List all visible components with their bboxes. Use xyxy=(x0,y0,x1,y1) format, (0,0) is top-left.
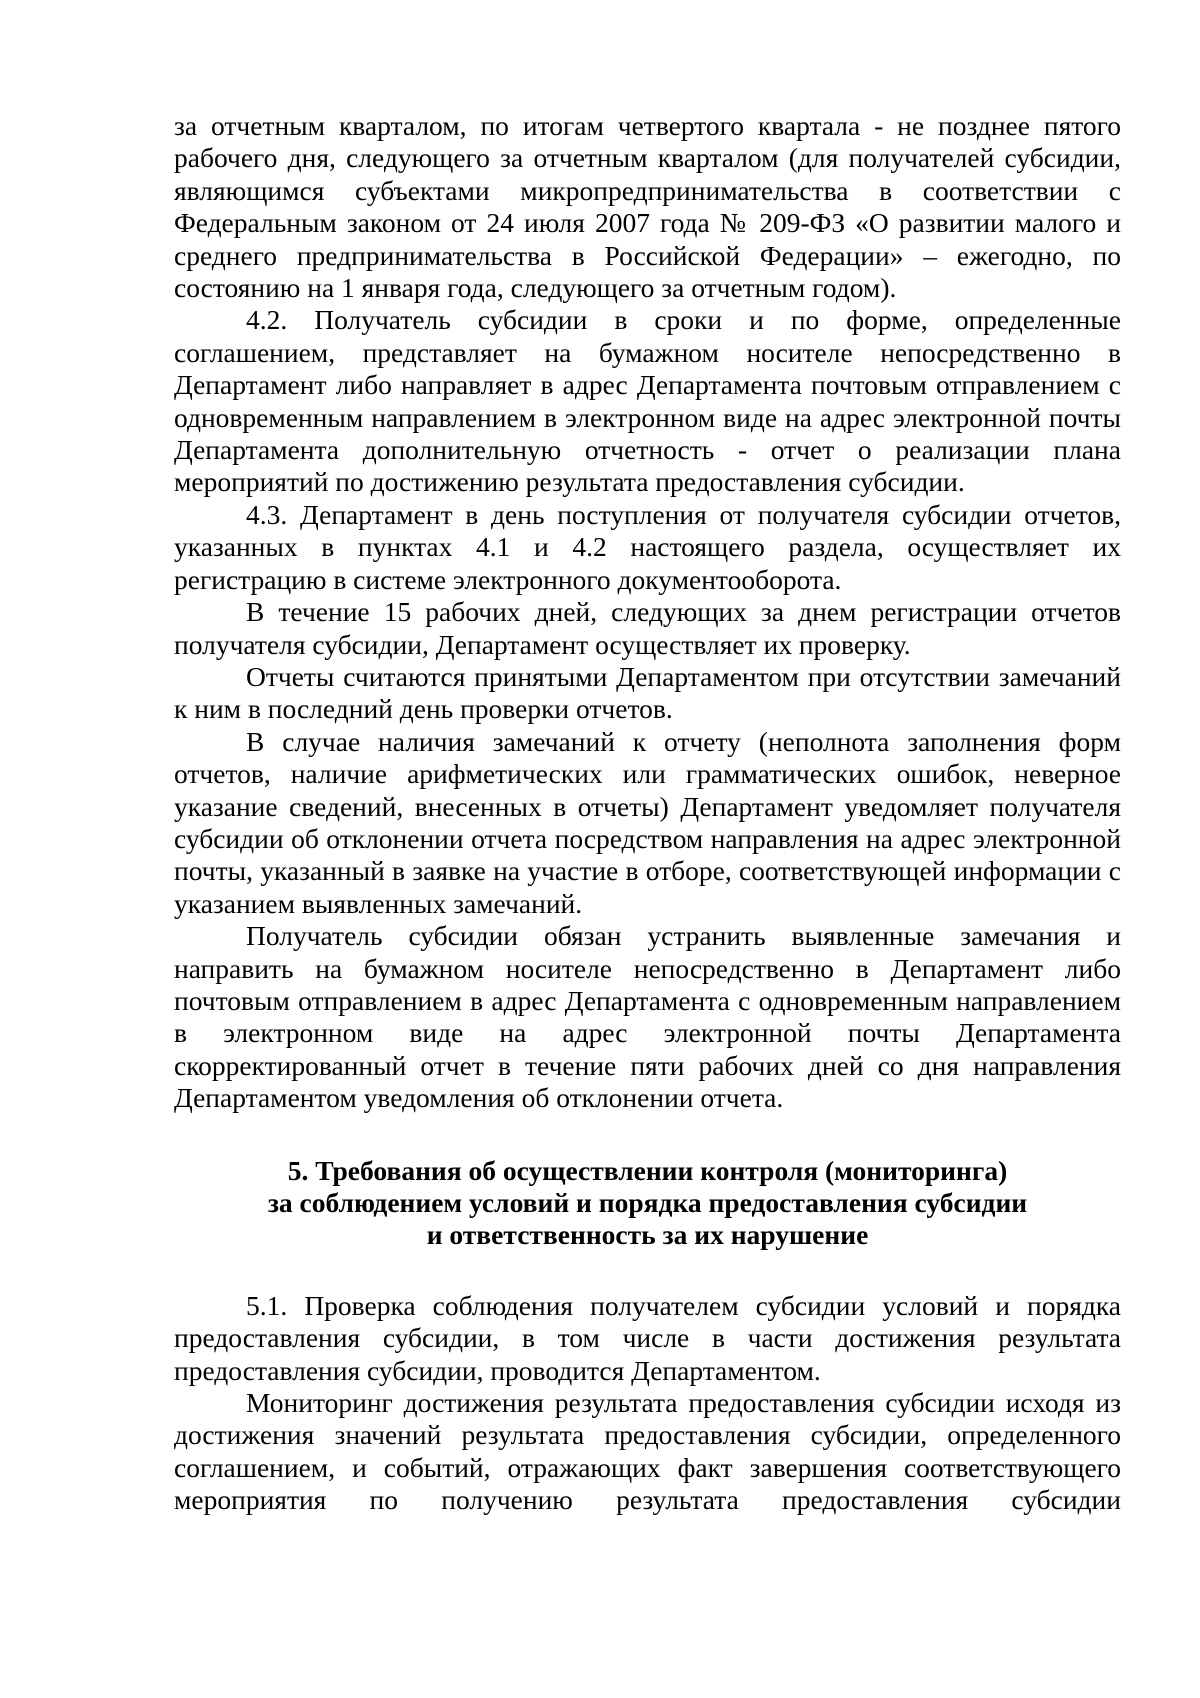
section-heading-line: 5. Требования об осуществлении контроля (мониторинга) xyxy=(287,1154,1008,1186)
paragraph-review-period: В течение 15 рабочих дней, следующих за днем регистрации отчетов получателя субсидии, Департамент осуществляет их проверку. xyxy=(174,596,1121,660)
paragraph-corrections: Получатель субсидии обязан устранить выявленные замечания и направить на бумажном носителе непосредственно в Департамент либо почтовым отправлением в адрес Департамента с одновременным направлением в электронном виде на адрес электронной почты Департамента скорректированный отчет в течение пяти рабочих дней со дня направления Департаментом уведомления об отклонении отчета. xyxy=(174,920,1121,1114)
paragraph-4-2: 4.2. Получатель субсидии в сроки и по форме, определенные соглашением, представляет на бумажном носителе непосредственно в Департамент либо направляет в адрес Департамента почтовым отправлением с одновременным направлением в электронном виде на адрес электронной почты Департамента дополнительную отчетность - отчет о реализации плана мероприятий по достижению результата предоставления субсидии. xyxy=(174,304,1121,498)
document-page xyxy=(174,110,1121,1517)
section-heading-line: и ответственность за их нарушение xyxy=(426,1219,869,1251)
paragraph-5-1: 5.1. Проверка соблюдения получателем субсидии условий и порядка предоставления субсидии, в том числе в части достижения результата предоставления субсидии, проводится Департаментом. xyxy=(174,1289,1121,1386)
paragraph-reports-accepted: Отчеты считаются принятыми Департаментом при отсутствии замечаний к ним в последний день проверки отчетов. xyxy=(174,660,1121,725)
section-5-heading xyxy=(174,1155,1121,1252)
paragraph-continuation: за отчетным кварталом, по итогам четвертого квартала - не позднее пятого рабочего дня, следующего за отчетным кварталом (для получателей субсидии, являющимся субъектами микропредпринимательства в соответствии с Федеральным законом от 24 июля 2007 года № 209-ФЗ «О развитии малого и среднего предпринимательства в Российской Федерации» – ежегодно, по состоянию на 1 января года, следующего за отчетным годом). xyxy=(174,110,1121,304)
section-heading-line: за соблюдением условий и порядка предоставления субсидии xyxy=(267,1187,1028,1218)
paragraph-4-3: 4.3. Департамент в день поступления от получателя субсидии отчетов, указанных в пунктах 4.1 и 4.2 настоящего раздела, осуществляет их регистрацию в системе электронного документооборота. xyxy=(174,498,1121,595)
paragraph-monitoring: Мониторинг достижения результата предоставления субсидии исходя из достижения значений результата предоставления субсидии, определенного соглашением, и событий, отражающих факт завершения соответствующего мероприятия по получению результата предоставления субсидии xyxy=(174,1387,1121,1516)
paragraph-remarks: В случае наличия замечаний к отчету (неполнота заполнения форм отчетов, наличие арифметических или грамматических ошибок, неверное указание сведений, внесенных в отчеты) Департамент уведомляет получателя субсидии об отклонении отчета посредством направления на адрес электронной почты, указанный в заявке на участие в отборе, соответствующей информации с указанием выявленных замечаний. xyxy=(174,725,1121,919)
